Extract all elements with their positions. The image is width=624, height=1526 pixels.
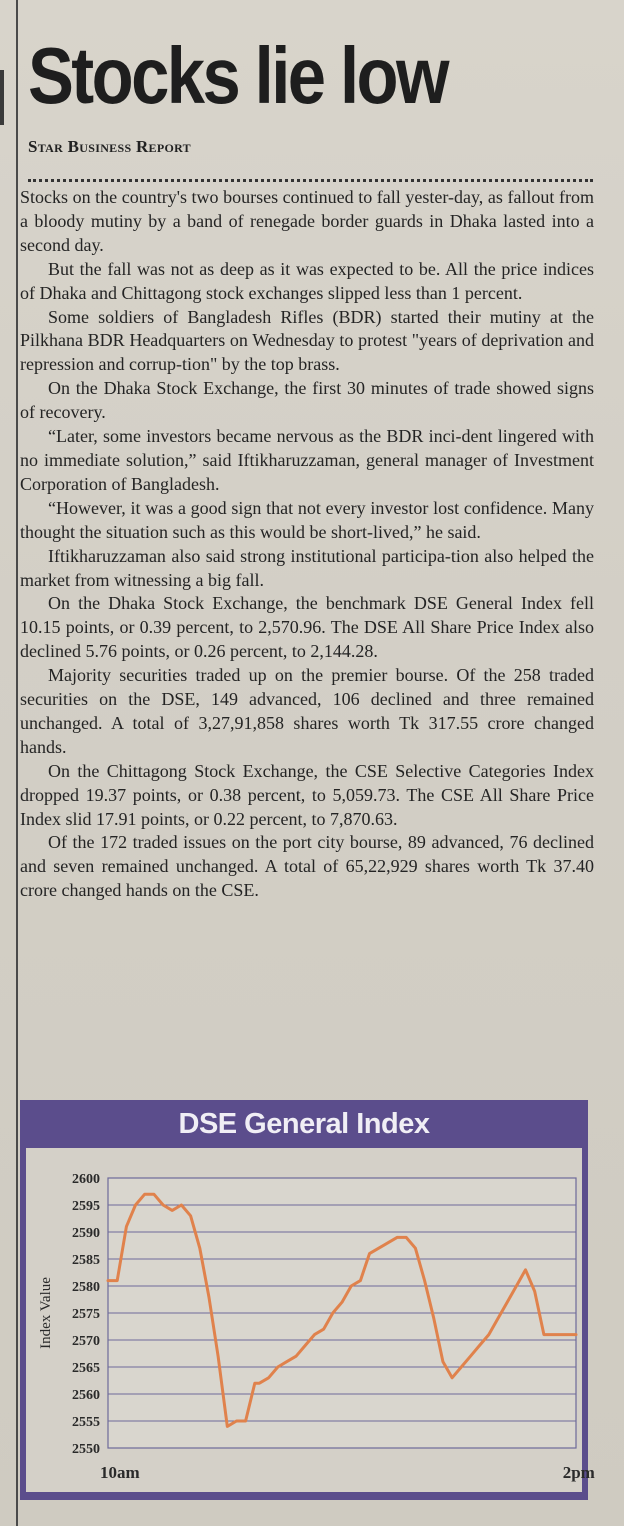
chart-frame (20, 1100, 595, 1500)
headline: Stocks lie low (28, 31, 447, 120)
y-tick-label: 2565 (72, 1361, 100, 1376)
paragraph: On the Chittagong Stock Exchange, the CSE Selective Categories Index dropped 19.37 points, or 0.38 percent, to 5,059.73. The CSE All Share Price Index slid 17.91 points, or 0.22 percent, to 7,870.63. (20, 760, 594, 829)
y-tick-label: 2585 (72, 1253, 100, 1268)
paragraph: Majority securities traded up on the premier bourse. Of the 258 traded securities on the DSE, 149 advanced, 106 declined and three remained unchanged. A total of 3,27,91,858 shares worth Tk 317.55 crore changed hands. (20, 665, 594, 757)
article-body (20, 186, 594, 903)
paragraph: Stocks on the country's two bourses continued to fall yester-day, as fallout from a bloody mutiny by a band of renegade border guards in Dhaka lasted into a second day. (20, 187, 594, 255)
y-tick-label: 2560 (72, 1388, 100, 1403)
y-tick-label: 2590 (72, 1226, 100, 1241)
dotted-divider (28, 179, 593, 182)
paragraph: “Later, some investors became nervous as the BDR inci-dent lingered with no immediate solution,” said Iftikharuzzaman, general manager of Investment Corporation of Bangladesh. (20, 426, 594, 494)
paragraph: On the Dhaka Stock Exchange, the benchmark DSE General Index fell 10.15 points, or 0.39 percent, to 2,570.96. The DSE All Share Price Index also declined 5.76 points, or 0.26 percent, to 2,144.28. (20, 593, 594, 662)
paragraph: Iftikharuzzaman also said strong institutional participa-tion also helped the market from witnessing a big fall. (20, 545, 594, 590)
column-rule (16, 0, 18, 1526)
dse-general-index-chart (26, 1148, 595, 1492)
y-tick-label: 2595 (72, 1199, 100, 1214)
paragraph: But the fall was not as deep as it was expected to be. All the price indices of Dhaka and Chittagong stock exchanges slipped less than 1 percent. (20, 258, 594, 303)
y-tick-label: 2580 (72, 1280, 100, 1295)
y-tick-label: 2575 (72, 1307, 100, 1322)
paragraph: On the Dhaka Stock Exchange, the first 30 minutes of trade showed signs of recovery. (20, 378, 594, 423)
y-tick-label: 2555 (72, 1415, 100, 1430)
byline: Star Business Report (28, 137, 191, 156)
x-tick-label: 2pm (562, 1463, 595, 1482)
paragraph: Of the 172 traded issues on the port city bourse, 89 advanced, 76 declined and seven remained unchanged. A total of 65,22,929 shares worth Tk 37.40 crore changed hands on the CSE. (20, 832, 594, 901)
left-column-mark (0, 70, 4, 125)
x-tick-label: 10am (100, 1463, 140, 1482)
y-tick-label: 2570 (72, 1334, 100, 1349)
y-tick-label: 2600 (72, 1172, 100, 1187)
chart-title: DSE General Index (178, 1108, 430, 1140)
chart-panel (26, 1148, 595, 1492)
paragraph: Some soldiers of Bangladesh Rifles (BDR) started their mutiny at the Pilkhana BDR Headquarters on Wednesday to protest "years of deprivation and repression and corrup-tion" by the top brass. (20, 306, 594, 375)
y-tick-label: 2550 (72, 1442, 100, 1457)
paragraph: “However, it was a good sign that not every investor lost confidence. Many thought the situation such as this would be short-lived,” he said. (20, 497, 594, 542)
y-axis-title: Index Value (38, 1277, 54, 1349)
